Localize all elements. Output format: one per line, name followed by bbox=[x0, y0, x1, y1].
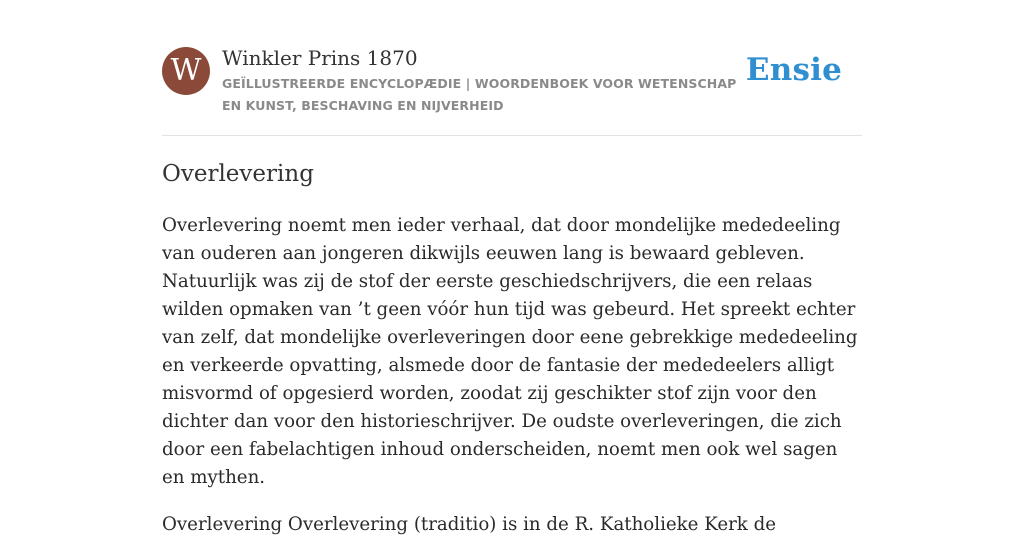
source-subtitle: GEÏLLUSTREERDE ENCYCLOPÆDIE | WOORDENBOEK VOOR WETENSCHAP EN KUNST, BESCHAVING EN NIJVERHEID bbox=[222, 76, 737, 113]
source-avatar[interactable]: W bbox=[162, 47, 210, 95]
article-paragraph: Overlevering noemt men ieder verhaal, dat door mondelijke mededeeling van ouderen aan jongeren dikwijls eeuwen lang is bewaard gebleven. Natuurlijk was zij de stof der eerste geschiedschrijvers, die een relaas wilden opmaken van ’t geen vóór hun tijd was gebeurd. Het spreekt echter van zelf, dat mondelijke overleveringen door eene gebrekkige mededeeling en verkeerde opvatting, alsmede door de fantasie der mededeelers alligt misvormd of opgesierd worden, zoodat zij geschikter stof zijn voor den dichter dan voor den historieschrijver. De oudste overleveringen, die zich door een fabelachtigen inhoud onderscheiden, noemt men ook wel sagen en mythen. bbox=[162, 215, 858, 488]
header-divider bbox=[162, 135, 862, 136]
article-paragraph: Overlevering Overlevering (traditio) is in de R. Katholieke Kerk de bbox=[162, 514, 776, 535]
source-title[interactable]: Winkler Prins 1870 bbox=[222, 46, 418, 70]
ensie-logo[interactable]: Ensie bbox=[745, 52, 842, 88]
article-title: Overlevering bbox=[162, 161, 314, 187]
source-header bbox=[162, 46, 862, 136]
article-body bbox=[162, 212, 862, 558]
